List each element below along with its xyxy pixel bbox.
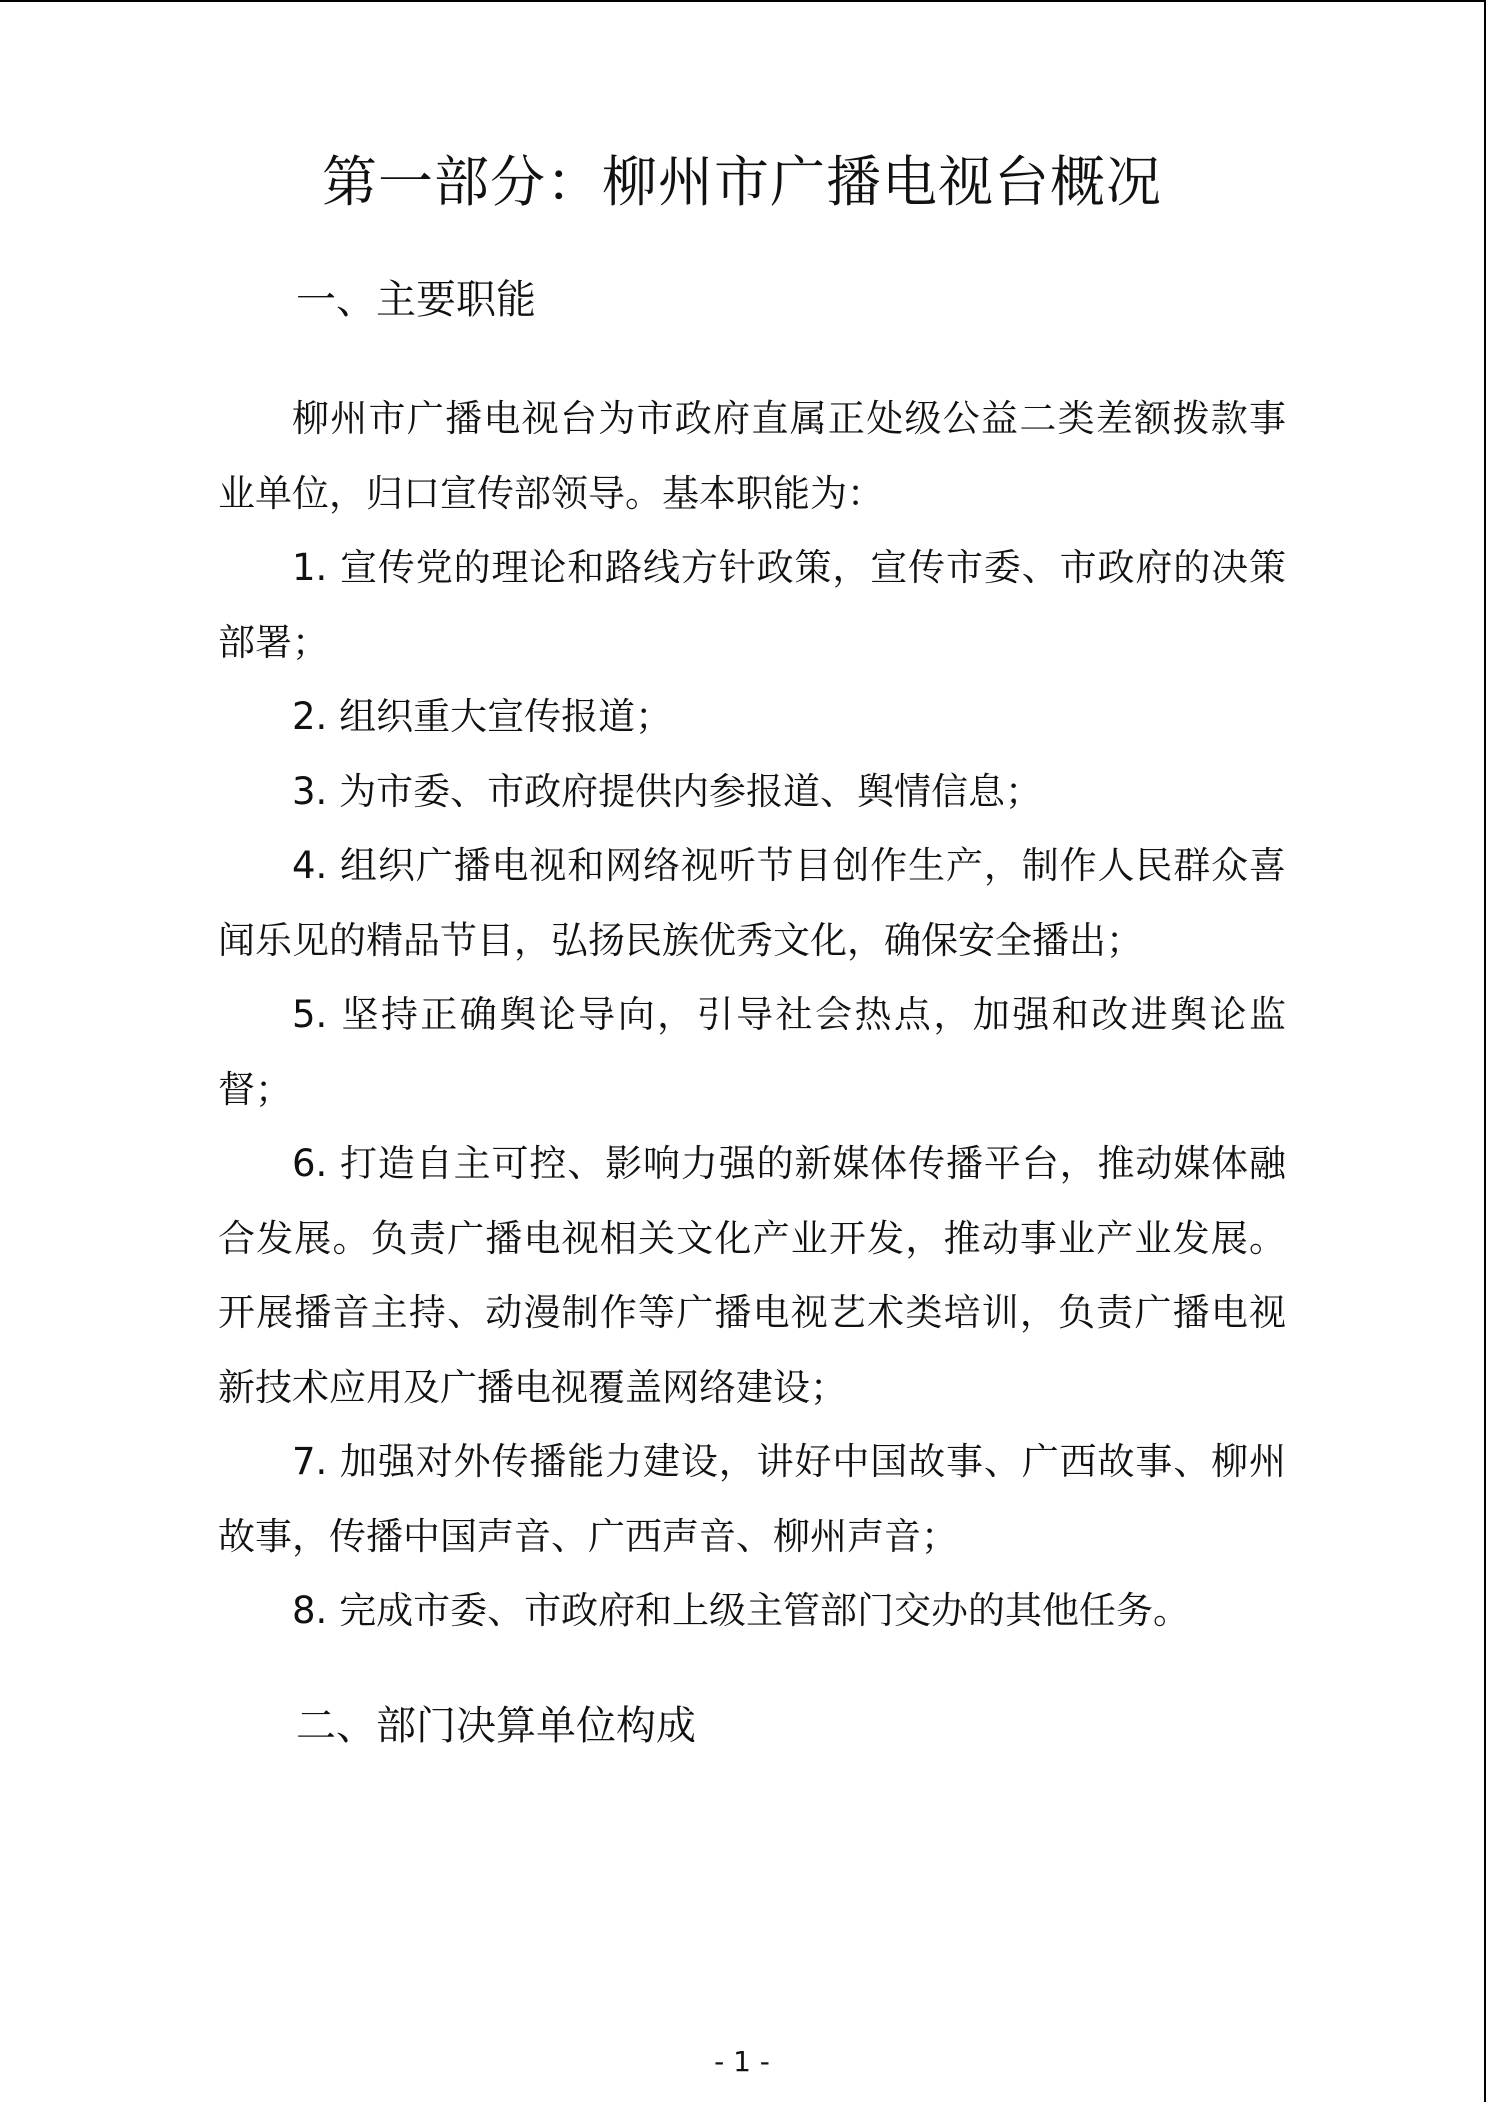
page-number: - 1 - (714, 2045, 770, 2078)
section-heading-main-functions: 一、主要职能 (296, 277, 536, 323)
paragraph-item-8: 8. 完成市委、市政府和上级主管部门交办的其他任务。 (292, 1589, 1191, 1632)
paragraph-intro: 柳州市广播电视台为市政府直属正处级公益二类差额拨款事业单位，归口宣传部领导。基本职能为： (218, 397, 1286, 515)
paragraph-item-3: 3. 为市委、市政府提供内参报道、舆情信息； (292, 769, 1043, 813)
paragraph-item-5: 5. 坚持正确舆论导向，引导社会热点，加强和改进舆论监督； (218, 993, 1286, 1111)
paragraph-item-1: 1. 宣传党的理论和路线方针政策，宣传市委、市政府的决策部署； (218, 546, 1286, 664)
paragraph-item-4: 4. 组织广播电视和网络视听节目创作生产，制作人民群众喜闻乐见的精品节目，弘扬民族优秀文化，确保安全播出； (218, 844, 1286, 962)
paragraph-item-6: 6. 打造自主可控、影响力强的新媒体传播平台，推动媒体融合发展。负责广播电视相关文化产业开发，推动事业产业发展。开展播音主持、动漫制作等广播电视艺术类培训，负责广播电视新技术应用及广播电视覆盖网络建设； (218, 1142, 1286, 1409)
paragraph-item-2: 2. 组织重大宣传报道； (292, 695, 673, 738)
document-body (218, 382, 1286, 1649)
page-title: 第一部分：柳州市广播电视台概况 (321, 150, 1162, 214)
section-heading-unit-composition: 二、部门决算单位构成 (296, 1703, 696, 1749)
paragraph-item-7: 7. 加强对外传播能力建设，讲好中国故事、广西故事、柳州故事，传播中国声音、广西声音、柳州声音； (218, 1440, 1286, 1558)
